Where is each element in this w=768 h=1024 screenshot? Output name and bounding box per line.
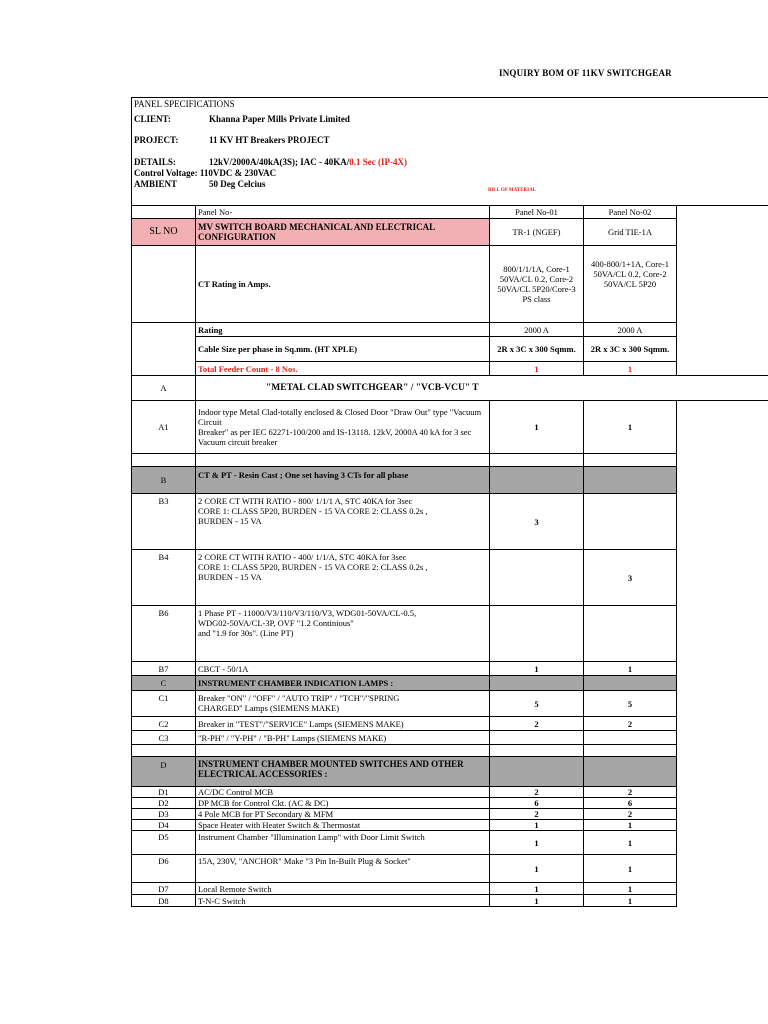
details-value: 12kV/2000A/40kA(3S); IAC - 40KA/ (209, 156, 350, 167)
c1-p2: 5 (584, 691, 677, 717)
section-a-row (132, 376, 768, 401)
item-sl: D1 (132, 787, 196, 798)
item-desc: Space Heater with Heater Switch & Thermostat (196, 820, 490, 831)
bom-table (131, 97, 768, 907)
bom-label: BILL OF MATERIAL (488, 187, 537, 193)
panel-no-label: Panel No- (196, 206, 490, 219)
item-qty-p1: 1 (490, 883, 584, 895)
item-qty-p1: 2 (490, 809, 584, 820)
item-qty-p1: 1 (490, 895, 584, 907)
item-qty-p2: 1 (584, 831, 677, 855)
item-qty-p2: 2 (584, 809, 677, 820)
item-qty-p1: 1 (490, 831, 584, 855)
b7-p2: 1 (584, 662, 677, 676)
table-row (132, 787, 768, 798)
control-voltage: Control Voltage: 110VDC & 230VAC (134, 167, 277, 178)
feeder-row (132, 362, 768, 376)
rating-label: Rating (196, 323, 490, 337)
a1-p1: 1 (490, 401, 584, 454)
table-row (132, 895, 768, 907)
item-qty-p2: 6 (584, 798, 677, 809)
item-desc: Instrument Chamber "Illumination Lamp" with Door Limit Switch (196, 831, 490, 855)
client-value: Khanna Paper Mills Private Limited (209, 113, 350, 124)
ambient-value: 50 Deg Celcius (209, 178, 266, 189)
b6-row (132, 606, 768, 662)
header-info-row (132, 111, 768, 206)
cable-label: Cable Size per phase in Sq.mm. (HT XPLE) (196, 337, 490, 362)
b4-sl: B4 (132, 550, 196, 606)
section-d-row (132, 757, 768, 787)
client-label: CLIENT: (134, 113, 171, 124)
b3-sl: B3 (132, 494, 196, 550)
item-desc: 4 Pole MCB for PT Secondary & MFM (196, 809, 490, 820)
empty-cell (132, 206, 196, 219)
item-desc: 15A, 230V, "ANCHOR" Make "3 Pin In-Built Plug & Socket" (196, 855, 490, 883)
b7-p1: 1 (490, 662, 584, 676)
item-qty-p2: 2 (584, 787, 677, 798)
a1-p2: 1 (584, 401, 677, 454)
item-qty-p2: 1 (584, 820, 677, 831)
c3-p1 (490, 731, 584, 745)
document-title: INQUIRY BOM OF 11KV SWITCHGEAR (499, 68, 672, 78)
ct-rating-label: CT Rating in Amps. (196, 246, 490, 323)
item-sl: D3 (132, 809, 196, 820)
rating-p1: 2000 A (490, 323, 584, 337)
c3-row (132, 731, 768, 745)
grid-header: Grid TIE-1A (584, 219, 677, 246)
table-row (132, 809, 768, 820)
b3-desc: 2 CORE CT WITH RATIO - 800/ 1/1/1 A, STC 40KA for 3sec CORE 1: CLASS 5P20, BURDEN - 15 VA CORE 2: CLASS 0.2s , BURDEN - 15 VA (196, 494, 490, 550)
tr1-header: TR-1 (NGEF) (490, 219, 584, 246)
c3-p2 (584, 731, 677, 745)
ambient-label: AMBIENT (134, 178, 178, 189)
ct-rating-p1: 800/1/1/1A, Core-1 50VA/CL 0.2, Core-2 50VA/CL 5P20/Core-3 PS class (490, 246, 584, 323)
ct-rating-p2: 400-800/1+1A, Core-1 50VA/CL 0.2, Core-2 50VA/CL 5P20 (584, 246, 677, 323)
cable-p1: 2R x 3C x 300 Sqmm. (490, 337, 584, 362)
table-row (132, 883, 768, 895)
section-d-sl: D (132, 757, 196, 787)
item-sl: D7 (132, 883, 196, 895)
item-desc: T-N-C Switch (196, 895, 490, 907)
section-a-title: "METAL CLAD SWITCHGEAR" / "VCB-VCU" T (196, 376, 768, 401)
b7-desc: CBCT - 50/1A (196, 662, 490, 676)
c2-p1: 2 (490, 717, 584, 731)
section-d-title: INSTRUMENT CHAMBER MOUNTED SWITCHES AND OTHER ELECTRICAL ACCESSORIES : (196, 757, 490, 787)
item-qty-p2: 1 (584, 855, 677, 883)
section-c-title: INSTRUMENT CHAMBER INDICATION LAMPS : (196, 676, 490, 691)
config-header-row (132, 219, 768, 246)
item-qty-p1: 1 (490, 855, 584, 883)
feeder-p1: 1 (490, 362, 584, 376)
section-c-sl: C (132, 676, 196, 691)
section-a-sl: A (132, 376, 196, 401)
panel-02-header: Panel No-02 (584, 206, 677, 219)
config-header: MV SWITCH BOARD MECHANICAL AND ELECTRICAL CONFIGURATION (196, 219, 490, 246)
section-c-row (132, 676, 768, 691)
b6-desc: 1 Phase PT - 11000/V3/110/V3/110/V3, WDG01-50VA/CL-0.5, WDG02-50VA/CL-3P, OVF "1.2 Continious" and "1.9 for 30s". (Line PT) (196, 606, 490, 662)
feeder-label: Total Feeder Count - 8 Nos. (196, 362, 490, 376)
b3-p1: 3 (490, 494, 584, 550)
b6-sl: B6 (132, 606, 196, 662)
ct-rating-row (132, 246, 768, 323)
c2-sl: C2 (132, 717, 196, 731)
item-sl: D5 (132, 831, 196, 855)
table-row (132, 831, 768, 855)
b4-p1 (490, 550, 584, 606)
item-qty-p1: 2 (490, 787, 584, 798)
b4-row (132, 550, 768, 606)
c1-p1: 5 (490, 691, 584, 717)
spacer-cell (677, 206, 768, 219)
table-row (132, 798, 768, 809)
table-row (132, 820, 768, 831)
header-info (132, 111, 768, 206)
section-b-sl: B (132, 467, 196, 494)
rating-row (132, 323, 768, 337)
b4-desc: 2 CORE CT WITH RATIO - 400/ 1/1/A, STC 40KA for 3sec CORE 1: CLASS 5P20, BURDEN - 15 VA CORE 2: CLASS 0.2s , BURDEN - 15 VA (196, 550, 490, 606)
c3-sl: C3 (132, 731, 196, 745)
rating-p2: 2000 A (584, 323, 677, 337)
project-value: 11 KV HT Breakers PROJECT (209, 134, 330, 145)
section-b-title: CT & PT - Resin Cast ; One set having 3 CTs for all phase (196, 467, 490, 494)
b6-p1 (490, 606, 584, 662)
item-desc: Local Remote Switch (196, 883, 490, 895)
cable-row (132, 337, 768, 362)
c2-row (132, 717, 768, 731)
a1-sl: A1 (132, 401, 196, 454)
item-qty-p1: 1 (490, 820, 584, 831)
b7-sl: B7 (132, 662, 196, 676)
c3-desc: "R-PH" / "Y-PH" / "B-PH" Lamps (SIEMENS MAKE) (196, 731, 490, 745)
a1-desc: Indoor type Metal Clad-totally enclosed & Closed Door "Draw Out" type "Vacuum Circuit Breaker" as per IEC 62271-100/200 and IS-13118. 12kV, 2000A 40 kA for 3 sec Vacuum circuit breaker (196, 401, 490, 454)
c2-p2: 2 (584, 717, 677, 731)
item-desc: AC/DC Control MCB (196, 787, 490, 798)
details-red-value: 0.1 Sec (IP-4X) (349, 156, 408, 167)
b7-row (132, 662, 768, 676)
feeder-p2: 1 (584, 362, 677, 376)
panel-specs-row (132, 98, 768, 111)
item-sl: D8 (132, 895, 196, 907)
item-desc: DP MCB for Control Ckt. (AC & DC) (196, 798, 490, 809)
b3-row (132, 494, 768, 550)
b3-p2 (584, 494, 677, 550)
details-label: DETAILS: (134, 156, 176, 167)
panel-no-row (132, 206, 768, 219)
panel-01-header: Panel No-01 (490, 206, 584, 219)
item-qty-p1: 6 (490, 798, 584, 809)
cable-p2: 2R x 3C x 300 Sqmm. (584, 337, 677, 362)
c1-desc: Breaker "ON" / "OFF" / "AUTO TRIP" / "TCH"/"SPRING CHARGED" Lamps (SIEMENS MAKE) (196, 691, 490, 717)
item-sl: D6 (132, 855, 196, 883)
b6-p2 (584, 606, 677, 662)
panel-specs-label: PANEL SPECIFICATIONS (132, 98, 768, 111)
item-sl: D2 (132, 798, 196, 809)
c2-desc: Breaker in "TEST"/"SERVICE" Lamps (SIEMENS MAKE) (196, 717, 490, 731)
sl-no-header: SL NO (132, 219, 196, 246)
item-qty-p2: 1 (584, 895, 677, 907)
item-sl: D4 (132, 820, 196, 831)
section-b-row (132, 467, 768, 494)
c1-row (132, 691, 768, 717)
section-d-items (132, 787, 768, 907)
c1-sl: C1 (132, 691, 196, 717)
a1-row (132, 401, 768, 454)
table-row (132, 855, 768, 883)
b4-p2: 3 (584, 550, 677, 606)
item-qty-p2: 1 (584, 883, 677, 895)
project-label: PROJECT: (134, 134, 179, 145)
